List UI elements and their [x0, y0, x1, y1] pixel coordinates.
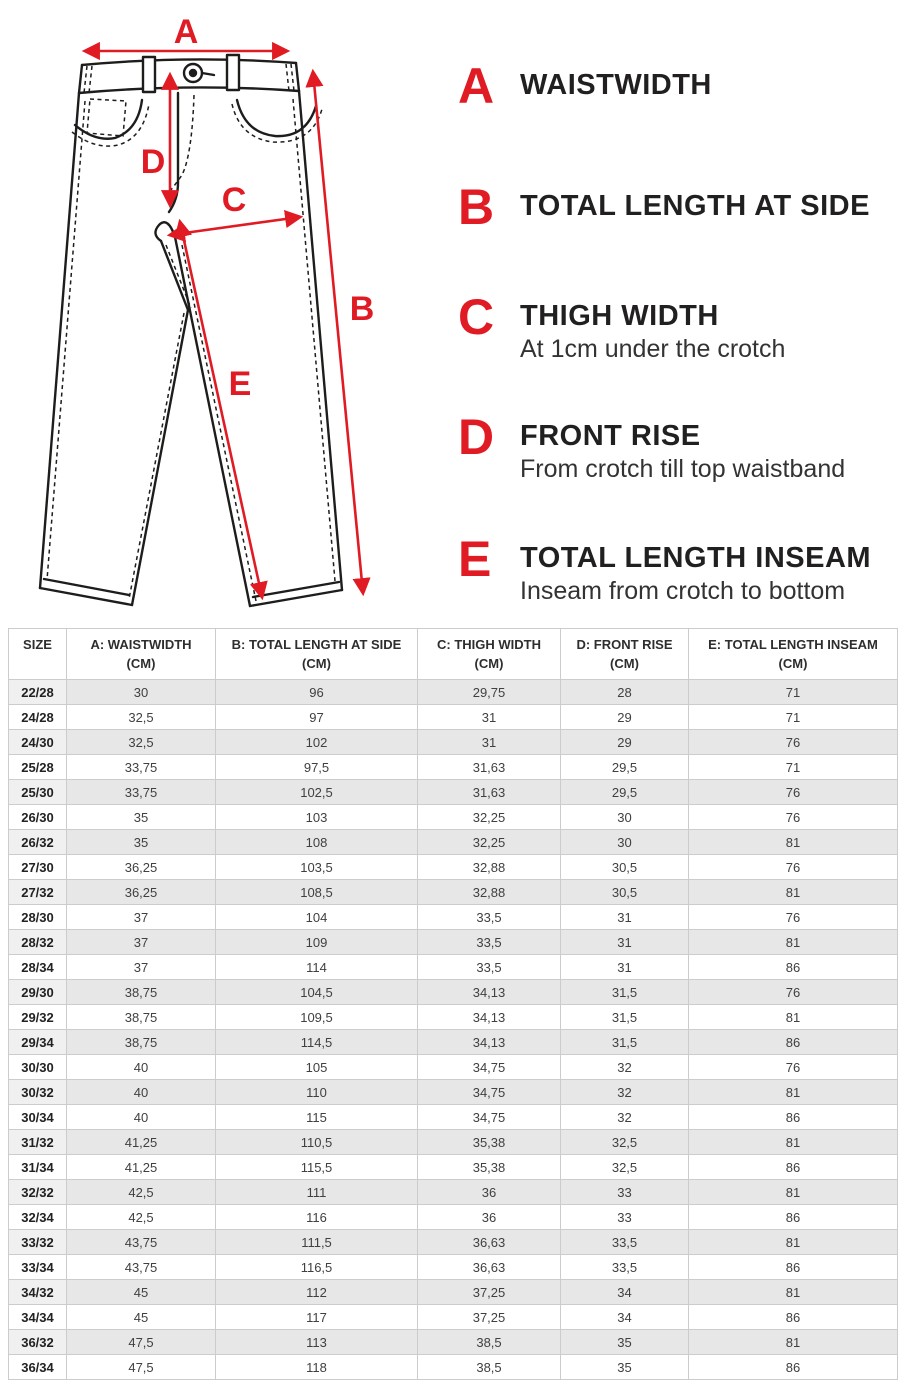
value-cell: 35 — [561, 1330, 689, 1355]
value-cell: 111,5 — [216, 1230, 418, 1255]
size-row — [9, 830, 898, 855]
value-cell: 29,75 — [418, 680, 561, 705]
size-row — [9, 1155, 898, 1180]
value-cell: 33,5 — [418, 905, 561, 930]
size-cell: 31/34 — [9, 1155, 67, 1180]
value-cell: 97,5 — [216, 755, 418, 780]
value-cell: 32,5 — [67, 730, 216, 755]
value-cell: 36,63 — [418, 1230, 561, 1255]
right-pocket — [237, 100, 316, 136]
size-cell: 29/34 — [9, 1030, 67, 1055]
size-row — [9, 930, 898, 955]
legend-letter: D — [458, 409, 495, 465]
value-cell: 81 — [689, 1080, 898, 1105]
legend-item-a — [458, 58, 712, 114]
size-table — [8, 628, 898, 1380]
value-cell: 32,5 — [67, 705, 216, 730]
left-pocket — [75, 100, 142, 139]
pants-diagram — [10, 5, 440, 620]
column-header: E: TOTAL LENGTH INSEAM (CM) — [689, 629, 898, 680]
value-cell: 33 — [561, 1205, 689, 1230]
size-cell: 27/30 — [9, 855, 67, 880]
value-cell: 31,63 — [418, 780, 561, 805]
value-cell: 104,5 — [216, 980, 418, 1005]
value-cell: 115,5 — [216, 1155, 418, 1180]
value-cell: 36 — [418, 1205, 561, 1230]
value-cell: 28 — [561, 680, 689, 705]
value-cell: 81 — [689, 1230, 898, 1255]
value-cell: 86 — [689, 955, 898, 980]
value-cell: 81 — [689, 880, 898, 905]
column-header: D: FRONT RISE (CM) — [561, 629, 689, 680]
value-cell: 109 — [216, 930, 418, 955]
legend-letter: B — [458, 179, 495, 235]
column-header: SIZE — [9, 629, 67, 680]
arrow-label-d: D — [140, 143, 166, 181]
value-cell: 76 — [689, 855, 898, 880]
size-cell: 34/34 — [9, 1305, 67, 1330]
value-cell: 38,75 — [67, 1005, 216, 1030]
value-cell: 114,5 — [216, 1030, 418, 1055]
value-cell: 81 — [689, 1005, 898, 1030]
value-cell: 103 — [216, 805, 418, 830]
value-cell: 37 — [67, 905, 216, 930]
value-cell: 34 — [561, 1305, 689, 1330]
value-cell: 33,5 — [561, 1230, 689, 1255]
stitching-lines — [47, 64, 335, 601]
value-cell: 76 — [689, 905, 898, 930]
value-cell: 81 — [689, 1280, 898, 1305]
size-row — [9, 755, 898, 780]
size-cell: 36/34 — [9, 1355, 67, 1380]
value-cell: 31 — [561, 955, 689, 980]
value-cell: 35 — [67, 805, 216, 830]
size-cell: 32/32 — [9, 1180, 67, 1205]
value-cell: 30 — [561, 830, 689, 855]
value-cell: 33,5 — [418, 930, 561, 955]
value-cell: 33 — [561, 1180, 689, 1205]
value-cell: 116 — [216, 1205, 418, 1230]
size-cell: 29/32 — [9, 1005, 67, 1030]
size-cell: 25/30 — [9, 780, 67, 805]
value-cell: 81 — [689, 830, 898, 855]
value-cell: 71 — [689, 705, 898, 730]
size-cell: 28/34 — [9, 955, 67, 980]
value-cell: 37,25 — [418, 1280, 561, 1305]
belt-loop — [227, 55, 239, 90]
value-cell: 81 — [689, 930, 898, 955]
value-cell: 113 — [216, 1330, 418, 1355]
size-cell: 30/34 — [9, 1105, 67, 1130]
value-cell: 29 — [561, 705, 689, 730]
size-row — [9, 1180, 898, 1205]
value-cell: 31,5 — [561, 1030, 689, 1055]
value-cell: 76 — [689, 780, 898, 805]
value-cell: 32,5 — [561, 1130, 689, 1155]
value-cell: 30,5 — [561, 880, 689, 905]
value-cell: 38,5 — [418, 1330, 561, 1355]
value-cell: 42,5 — [67, 1205, 216, 1230]
value-cell: 108,5 — [216, 880, 418, 905]
size-row — [9, 1230, 898, 1255]
size-row — [9, 1080, 898, 1105]
value-cell: 30 — [67, 680, 216, 705]
size-cell: 22/28 — [9, 680, 67, 705]
value-cell: 38,5 — [418, 1355, 561, 1380]
value-cell: 37 — [67, 955, 216, 980]
size-row — [9, 1280, 898, 1305]
size-cell: 26/32 — [9, 830, 67, 855]
value-cell: 47,5 — [67, 1330, 216, 1355]
size-row — [9, 955, 898, 980]
value-cell: 32,5 — [561, 1155, 689, 1180]
size-cell: 36/32 — [9, 1330, 67, 1355]
value-cell: 36,25 — [67, 880, 216, 905]
legend-letter: C — [458, 289, 495, 345]
measurement-legend — [458, 0, 898, 620]
size-row — [9, 780, 898, 805]
value-cell: 35,38 — [418, 1155, 561, 1180]
value-cell: 81 — [689, 1330, 898, 1355]
arrow-label-e: E — [228, 365, 252, 403]
size-cell: 26/30 — [9, 805, 67, 830]
value-cell: 37 — [67, 930, 216, 955]
value-cell: 35 — [67, 830, 216, 855]
value-cell: 105 — [216, 1055, 418, 1080]
column-header: B: TOTAL LENGTH AT SIDE (CM) — [216, 629, 418, 680]
value-cell: 34,75 — [418, 1055, 561, 1080]
value-cell: 86 — [689, 1305, 898, 1330]
value-cell: 114 — [216, 955, 418, 980]
pants-drawing — [10, 5, 440, 620]
size-cell: 32/34 — [9, 1205, 67, 1230]
value-cell: 29 — [561, 730, 689, 755]
value-cell: 32 — [561, 1105, 689, 1130]
legend-item-c — [458, 289, 786, 365]
value-cell: 34 — [561, 1280, 689, 1305]
arrow-label-b: B — [349, 290, 375, 328]
value-cell: 41,25 — [67, 1155, 216, 1180]
size-row — [9, 1005, 898, 1030]
value-cell: 36,63 — [418, 1255, 561, 1280]
value-cell: 71 — [689, 680, 898, 705]
size-cell: 28/30 — [9, 905, 67, 930]
value-cell: 31 — [561, 905, 689, 930]
value-cell: 34,13 — [418, 980, 561, 1005]
value-cell: 76 — [689, 980, 898, 1005]
size-row — [9, 1205, 898, 1230]
measure-arrow-c — [170, 217, 300, 235]
value-cell: 102 — [216, 730, 418, 755]
value-cell: 81 — [689, 1180, 898, 1205]
size-row — [9, 805, 898, 830]
value-cell: 108 — [216, 830, 418, 855]
legend-title: WAISTWIDTH — [520, 69, 712, 101]
size-row — [9, 680, 898, 705]
value-cell: 38,75 — [67, 980, 216, 1005]
size-row — [9, 880, 898, 905]
value-cell: 32,88 — [418, 855, 561, 880]
coin-pocket — [87, 99, 126, 136]
value-cell: 40 — [67, 1105, 216, 1130]
value-cell: 33,5 — [418, 955, 561, 980]
value-cell: 32,88 — [418, 880, 561, 905]
value-cell: 76 — [689, 1055, 898, 1080]
value-cell: 29,5 — [561, 780, 689, 805]
value-cell: 31,63 — [418, 755, 561, 780]
legend-subtitle: At 1cm under the crotch — [520, 335, 786, 363]
value-cell: 33,75 — [67, 780, 216, 805]
legend-letter: A — [458, 58, 495, 114]
size-row — [9, 1255, 898, 1280]
legend-title: TOTAL LENGTH INSEAM — [520, 542, 872, 574]
value-cell: 110,5 — [216, 1130, 418, 1155]
size-cell: 33/32 — [9, 1230, 67, 1255]
value-cell: 86 — [689, 1205, 898, 1230]
size-cell: 34/32 — [9, 1280, 67, 1305]
value-cell: 31 — [561, 930, 689, 955]
value-cell: 32,25 — [418, 805, 561, 830]
value-cell: 34,75 — [418, 1105, 561, 1130]
measure-arrow-e — [180, 222, 262, 597]
legend-item-e — [458, 531, 872, 607]
value-cell: 35 — [561, 1355, 689, 1380]
value-cell: 112 — [216, 1280, 418, 1305]
value-cell: 35,38 — [418, 1130, 561, 1155]
value-cell: 109,5 — [216, 1005, 418, 1030]
table-header-row — [9, 629, 898, 680]
size-row — [9, 980, 898, 1005]
value-cell: 86 — [689, 1255, 898, 1280]
size-cell: 24/30 — [9, 730, 67, 755]
value-cell: 30,5 — [561, 855, 689, 880]
value-cell: 116,5 — [216, 1255, 418, 1280]
value-cell: 76 — [689, 730, 898, 755]
size-cell: 30/30 — [9, 1055, 67, 1080]
size-cell: 29/30 — [9, 980, 67, 1005]
value-cell: 36 — [418, 1180, 561, 1205]
value-cell: 86 — [689, 1355, 898, 1380]
legend-subtitle: From crotch till top waistband — [520, 455, 846, 483]
size-row — [9, 1130, 898, 1155]
size-row — [9, 1305, 898, 1330]
value-cell: 31,5 — [561, 1005, 689, 1030]
value-cell: 71 — [689, 755, 898, 780]
value-cell: 96 — [216, 680, 418, 705]
value-cell: 111 — [216, 1180, 418, 1205]
size-cell: 25/28 — [9, 755, 67, 780]
value-cell: 117 — [216, 1305, 418, 1330]
size-row — [9, 730, 898, 755]
size-row — [9, 1355, 898, 1380]
value-cell: 32 — [561, 1055, 689, 1080]
value-cell: 118 — [216, 1355, 418, 1380]
column-header: A: WAISTWIDTH (CM) — [67, 629, 216, 680]
value-cell: 30 — [561, 805, 689, 830]
value-cell: 34,75 — [418, 1080, 561, 1105]
value-cell: 43,75 — [67, 1255, 216, 1280]
size-row — [9, 1030, 898, 1055]
value-cell: 81 — [689, 1130, 898, 1155]
value-cell: 86 — [689, 1155, 898, 1180]
value-cell: 104 — [216, 905, 418, 930]
legend-item-d — [458, 409, 846, 485]
size-cell: 33/34 — [9, 1255, 67, 1280]
value-cell: 34,13 — [418, 1005, 561, 1030]
legend-letter: E — [458, 531, 492, 587]
size-row — [9, 705, 898, 730]
value-cell: 31,5 — [561, 980, 689, 1005]
size-row — [9, 1105, 898, 1130]
arrow-label-c: C — [221, 181, 247, 219]
value-cell: 45 — [67, 1305, 216, 1330]
value-cell: 29,5 — [561, 755, 689, 780]
value-cell: 33,75 — [67, 755, 216, 780]
value-cell: 45 — [67, 1280, 216, 1305]
value-cell: 32,25 — [418, 830, 561, 855]
size-cell: 27/32 — [9, 880, 67, 905]
belt-loop — [143, 57, 155, 92]
value-cell: 38,75 — [67, 1030, 216, 1055]
column-header: C: THIGH WIDTH (CM) — [418, 629, 561, 680]
value-cell: 37,25 — [418, 1305, 561, 1330]
value-cell: 40 — [67, 1080, 216, 1105]
value-cell: 86 — [689, 1105, 898, 1130]
value-cell: 36,25 — [67, 855, 216, 880]
value-cell: 32 — [561, 1080, 689, 1105]
size-row — [9, 1055, 898, 1080]
value-cell: 31 — [418, 705, 561, 730]
legend-title: TOTAL LENGTH AT SIDE — [520, 190, 870, 222]
value-cell: 34,13 — [418, 1030, 561, 1055]
size-row — [9, 855, 898, 880]
size-cell: 24/28 — [9, 705, 67, 730]
value-cell: 43,75 — [67, 1230, 216, 1255]
value-cell: 41,25 — [67, 1130, 216, 1155]
value-cell: 40 — [67, 1055, 216, 1080]
arrow-label-a: A — [173, 13, 199, 51]
legend-title: THIGH WIDTH — [520, 300, 719, 332]
size-cell: 30/32 — [9, 1080, 67, 1105]
value-cell: 42,5 — [67, 1180, 216, 1205]
value-cell: 102,5 — [216, 780, 418, 805]
legend-subtitle: Inseam from crotch to bottom — [520, 577, 846, 605]
value-cell: 103,5 — [216, 855, 418, 880]
value-cell: 110 — [216, 1080, 418, 1105]
legend-item-b — [458, 179, 870, 235]
value-cell: 97 — [216, 705, 418, 730]
value-cell: 33,5 — [561, 1255, 689, 1280]
value-cell: 115 — [216, 1105, 418, 1130]
value-cell: 31 — [418, 730, 561, 755]
legend-title: FRONT RISE — [520, 420, 701, 452]
size-cell: 28/32 — [9, 930, 67, 955]
size-row — [9, 1330, 898, 1355]
size-cell: 31/32 — [9, 1130, 67, 1155]
value-cell: 47,5 — [67, 1355, 216, 1380]
size-row — [9, 905, 898, 930]
value-cell: 76 — [689, 805, 898, 830]
value-cell: 86 — [689, 1030, 898, 1055]
